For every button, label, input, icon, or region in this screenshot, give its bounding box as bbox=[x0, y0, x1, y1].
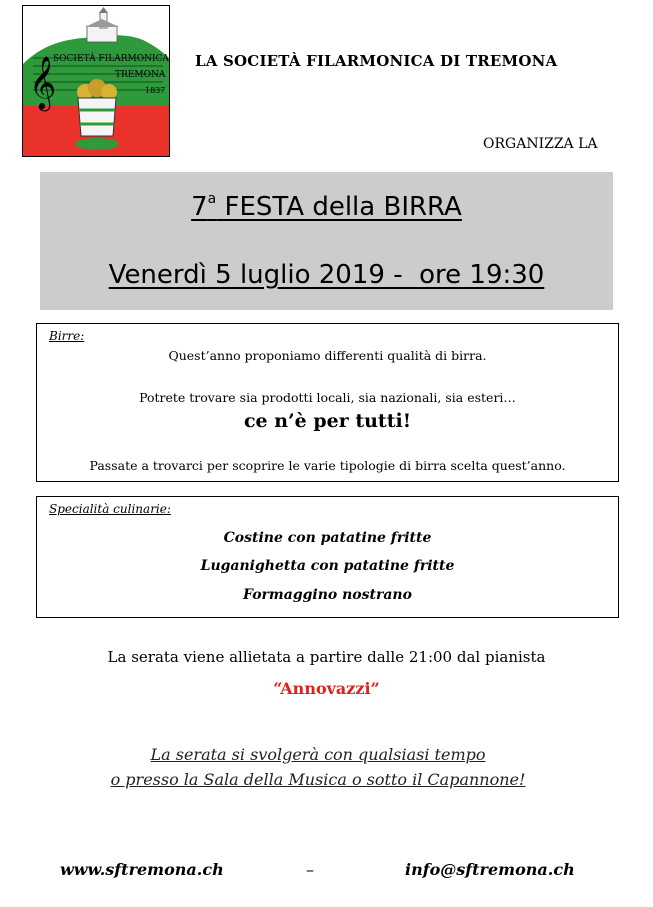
email-link[interactable]: info@sftremona.ch bbox=[405, 860, 575, 879]
specialita-title: Specialità culinarie: bbox=[49, 502, 171, 516]
event-date: Venerdì 5 luglio 2019 - ore 19:30 bbox=[108, 260, 545, 290]
logo-year: 1837 bbox=[145, 86, 166, 95]
birre-title: Birre: bbox=[49, 329, 85, 343]
notice-line1: La serata si svolgerà con qualsiasi tempo bbox=[150, 745, 486, 764]
organizza-label: ORGANIZZA LA bbox=[483, 136, 598, 152]
event-title-text: FESTA della BIRRA bbox=[224, 192, 462, 222]
dish-item: Costine con patatine fritte bbox=[223, 530, 432, 546]
organizer-name: LA SOCIETÀ FILARMONICA DI TREMONA bbox=[195, 52, 558, 70]
logo-text-line1: SOCIETÀ FILARMONICA bbox=[53, 54, 169, 64]
birre-section bbox=[36, 323, 619, 482]
birre-line1: Quest’anno proponiamo differenti qualità di birra. bbox=[168, 348, 487, 363]
logo-text-line2: TREMONA bbox=[115, 70, 166, 80]
dish-item: Luganighetta con patatine fritte bbox=[200, 558, 455, 574]
filarmonica-logo bbox=[22, 5, 170, 157]
birre-highlight: ce n’è per tutti! bbox=[243, 410, 412, 432]
treble-clef-icon: 𝄞 bbox=[29, 55, 57, 109]
event-title bbox=[40, 192, 613, 222]
performer-name: “Annovazzi” bbox=[273, 679, 380, 698]
music-text: La serata viene allietata a partire dalle 21:00 dal pianista bbox=[107, 648, 546, 666]
footer-separator: – bbox=[306, 860, 314, 879]
edition-number: 7 bbox=[191, 192, 208, 222]
event-banner bbox=[40, 172, 613, 310]
website-link[interactable]: www.sftremona.ch bbox=[60, 860, 224, 879]
birre-line3: Passate a trovarci per scoprire le varie tipologie di birra scelta quest’anno. bbox=[89, 458, 566, 473]
dish-item: Formaggino nostrano bbox=[243, 587, 412, 603]
birre-line2: Potrete trovare sia prodotti locali, sia nazionali, sia esteri… bbox=[139, 390, 516, 405]
specialita-section bbox=[36, 496, 619, 618]
edition-suffix: a bbox=[207, 191, 217, 208]
notice-line2: o presso la Sala della Musica o sotto il Capannone! bbox=[110, 770, 526, 789]
logo-graphic bbox=[23, 6, 169, 156]
